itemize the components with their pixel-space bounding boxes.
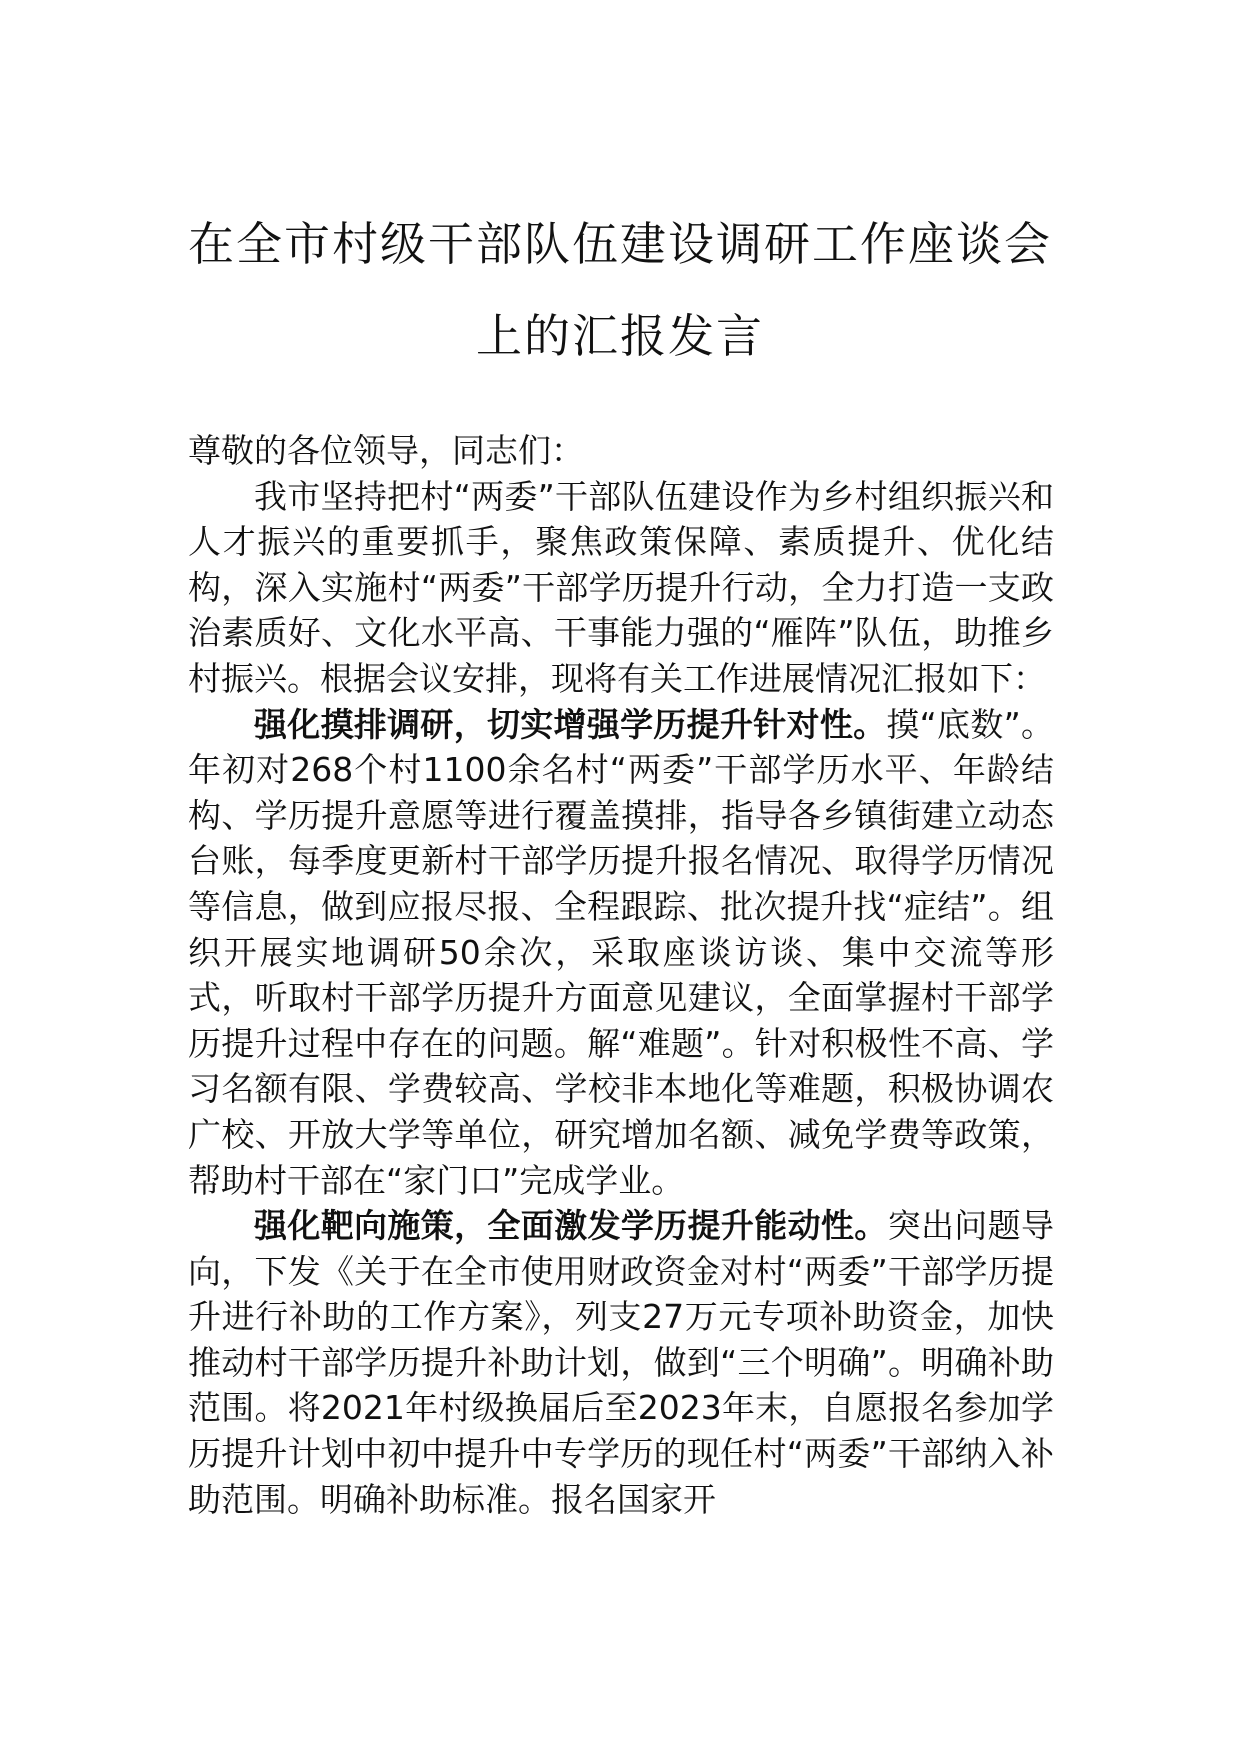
section-1-text: 摸“底数”。年初对268个村1100余名村“两委”干部学历水平、年龄结构、学历提升意愿等进行覆盖摸排，指导各乡镇街建立动态台账，每季度更新村干部学历提升报名情况、取得学历情况等信息，做到应报尽报、全程跟踪、批次提升找“症结”。组织开展实地调研50余次，采取座谈访谈、集中交流等形式，听取村干部学历提升方面意见建议，全面掌握村干部学历提升过程中存在的问题。解“难题”。针对积极性不高、学习名额有限、学费较高、学校非本地化等难题，积极协调农广校、开放大学等单位，研究增加名额、减免学费等政策，帮助村干部在“家门口”完成学业。 — [188, 704, 1054, 1200]
section-2-heading: 强化靶向施策，全面激发学历提升能动性。 — [254, 1206, 888, 1246]
section-1-heading: 强化摸排调研，切实增强学历提升针对性。 — [254, 704, 887, 744]
section-1-paragraph — [188, 702, 1054, 1204]
document-body — [188, 428, 1054, 1522]
intro-paragraph: 我市坚持把村“两委”干部队伍建设作为乡村组织振兴和人才振兴的重要抓手，聚焦政策保障、素质提升、优化结构，深入实施村“两委”干部学历提升行动，全力打造一支政治素质好、文化水平高、干事能力强的“雁阵”队伍，助推乡村振兴。根据会议安排，现将有关工作进展情况汇报如下： — [188, 476, 1054, 698]
section-2-paragraph — [188, 1203, 1054, 1522]
document-title-line-2: 上的汇报发言 — [476, 309, 764, 363]
section-2-text: 突出问题导向，下发《关于在全市使用财政资金对村“两委”干部学历提升进行补助的工作方案》，列支27万元专项补助资金，加快推动村干部学历提升补助计划，做到“三个明确”。明确补助范围。将2021年村级换届后至2023年末，自愿报名参加学历提升计划中初中提升中专学历的现任村“两委”干部纳入补助范围。明确补助标准。报名国家开 — [188, 1206, 1055, 1519]
salutation: 尊敬的各位领导，同志们： — [188, 431, 584, 470]
document-title-line-1: 在全市村级干部队伍建设调研工作座谈会 — [188, 217, 1052, 271]
